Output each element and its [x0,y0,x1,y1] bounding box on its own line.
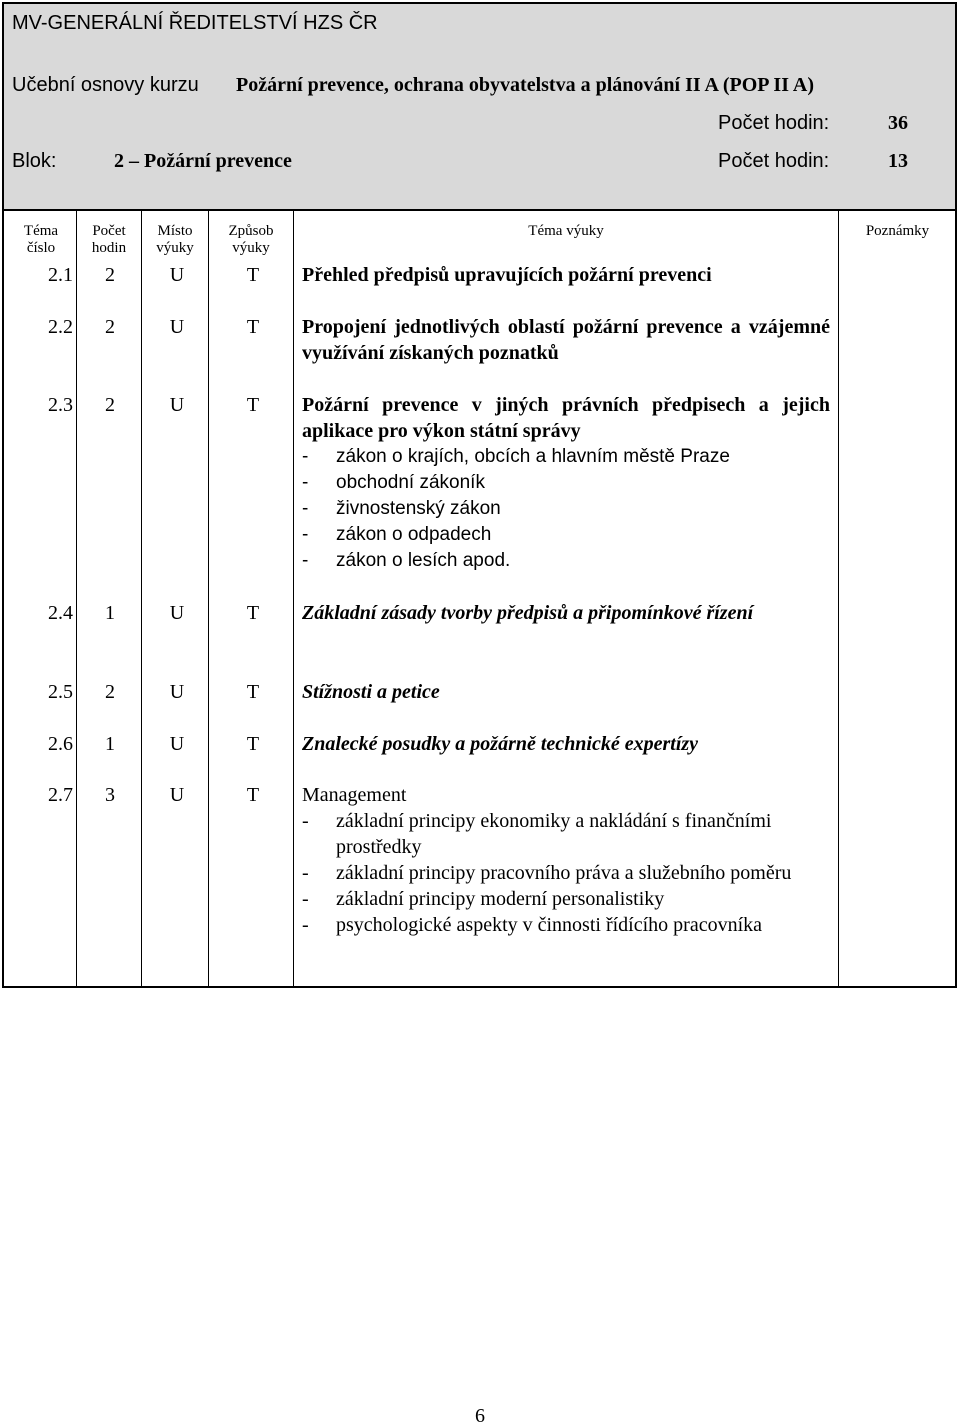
row-number: 2.7 [48,784,73,806]
row-zpusob: T [246,681,260,703]
row-topic [302,679,830,705]
col-header-poznamky: Poznámky [865,223,930,239]
row-hours: 2 [105,681,115,703]
row-topic [302,392,830,574]
row-number: 2.5 [48,681,73,703]
row-number: 2.2 [48,316,73,338]
column-divider [76,211,77,988]
row-zpusob: T [246,733,260,755]
row-hours: 1 [105,602,115,624]
row-topic [302,262,830,288]
column-divider [293,211,294,988]
row-misto: U [169,733,185,755]
row-topic [302,782,830,938]
col-header-misto-vyuky [143,223,207,257]
row-title: Základní zásady tvorby předpisů a připomínkové řízení [302,602,754,624]
row-title: Přehled předpisů upravujících požární prevenci [302,264,712,286]
row-hours: 2 [105,394,115,416]
list-item: - zákon o odpadech [302,522,830,548]
row-item-list [302,444,830,574]
list-item: - základní principy ekonomiky a nakládání s finančními prostředky [302,808,830,860]
col-header-zpusob-vyuky [210,223,292,257]
row-topic [302,731,830,757]
list-item: - základní principy pracovního práva a služebního poměru [302,860,830,886]
row-zpusob: T [246,602,260,624]
col-header-line: číslo [26,240,56,256]
col-header-line: výuky [156,240,194,256]
row-title: Management [302,784,407,806]
row-hours: 2 [105,264,115,286]
row-misto: U [169,681,185,703]
blok-hours-label: Počet hodin: [718,150,830,172]
row-topic [302,600,830,626]
row-title: Stížnosti a petice [302,681,440,703]
row-zpusob: T [246,316,260,338]
course-label: Učební osnovy kurzu [12,74,199,96]
row-number: 2.4 [48,602,73,624]
page-number: 6 [475,1405,485,1427]
col-header-line: hodin [91,240,127,256]
column-divider [208,211,209,988]
col-header-line: Téma [23,223,59,239]
row-misto: U [169,784,185,806]
list-item: - základní principy moderní personalistiky [302,886,830,912]
column-divider [141,211,142,988]
row-misto: U [169,316,185,338]
row-topic [302,314,830,366]
list-item: - živnostenský zákon [302,496,830,522]
row-number: 2.6 [48,733,73,755]
column-divider [838,211,839,988]
row-misto: U [169,394,185,416]
total-hours-value: 36 [888,112,908,134]
document-header [4,4,955,211]
ministry-title: MV-GENERÁLNÍ ŘEDITELSTVÍ HZS ČR [12,12,378,34]
row-item-list [302,808,830,938]
col-header-line: Počet [92,223,126,239]
col-header-line: výuky [232,240,270,256]
blok-label: Blok: [12,150,57,172]
list-item: - zákon o lesích apod. [302,548,830,574]
col-header-tema-cislo [8,223,74,257]
row-number: 2.1 [48,264,73,286]
course-name: Požární prevence, ochrana obyvatelstva a plánování II A (POP II A) [236,74,814,96]
col-header-tema-vyuky: Téma výuky [528,223,604,239]
blok-name: 2 – Požární prevence [114,150,292,172]
row-title: Propojení jednotlivých oblastí požární prevence a vzájemné využívání získaných poznatků [302,316,830,364]
list-item: - obchodní zákoník [302,470,830,496]
row-zpusob: T [246,264,260,286]
row-misto: U [169,264,185,286]
row-misto: U [169,602,185,624]
list-item: - zákon o krajích, obcích a hlavním městě Praze [302,444,830,470]
row-title: Znalecké posudky a požárně technické expertízy [302,733,699,755]
row-number: 2.3 [48,394,73,416]
col-header-pocet-hodin [78,223,140,257]
row-title: Požární prevence v jiných právních předpisech a jejich aplikace pro výkon státní správy [302,394,830,442]
row-zpusob: T [246,784,260,806]
col-header-line: Místo [157,223,193,239]
document-sheet [2,2,957,988]
row-hours: 1 [105,733,115,755]
list-item: - psychologické aspekty v činnosti řídícího pracovníka [302,912,830,938]
total-hours-label: Počet hodin: [718,112,830,134]
row-hours: 2 [105,316,115,338]
row-zpusob: T [246,394,260,416]
row-hours: 3 [105,784,115,806]
col-header-line: Způsob [228,223,274,239]
blok-hours-value: 13 [888,150,908,172]
